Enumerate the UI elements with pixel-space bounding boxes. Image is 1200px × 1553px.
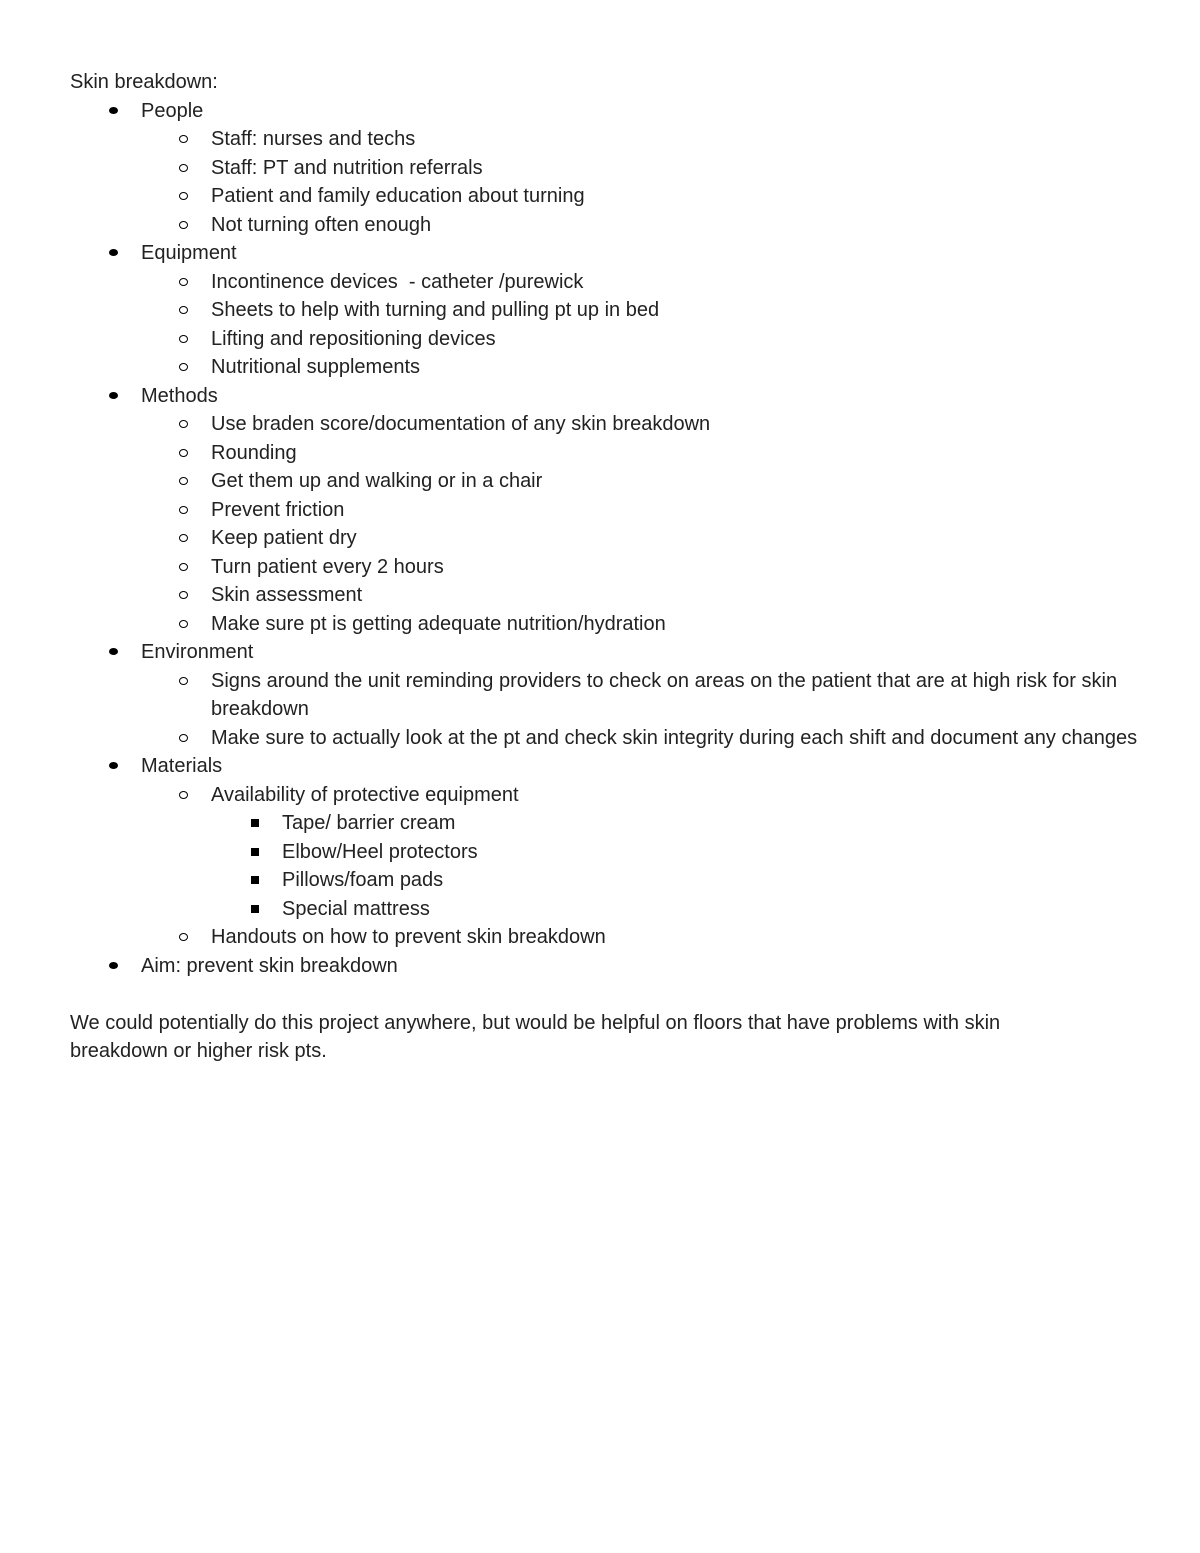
circle-bullet-icon — [176, 553, 196, 582]
disc-bullet-icon — [106, 382, 126, 411]
list-item: Special mattress — [70, 895, 1140, 924]
disc-bullet-icon — [106, 752, 126, 781]
section-label: Aim: prevent skin breakdown — [141, 954, 398, 977]
section-people — [70, 97, 1140, 126]
list-item: Rounding — [70, 439, 1140, 468]
square-bullet-icon — [247, 866, 267, 895]
section-methods — [70, 382, 1140, 411]
list-item: Tape/ barrier cream — [70, 809, 1140, 838]
document-page — [70, 68, 1140, 1066]
list-item: Lifting and repositioning devices — [70, 325, 1140, 354]
list-item: Sheets to help with turning and pulling pt up in bed — [70, 296, 1140, 325]
list-item: Incontinence devices - catheter /purewick — [70, 268, 1140, 297]
circle-bullet-icon — [176, 667, 196, 696]
circle-bullet-icon — [176, 268, 196, 297]
circle-bullet-icon — [176, 296, 196, 325]
list-item: Pillows/foam pads — [70, 866, 1140, 895]
circle-bullet-icon — [176, 182, 196, 211]
circle-bullet-icon — [176, 724, 196, 753]
protective-equipment-list — [70, 809, 1140, 923]
section-label: Equipment — [141, 242, 237, 264]
section-aim — [70, 952, 1140, 981]
list-item: Staff: nurses and techs — [70, 125, 1140, 154]
list-item: Skin assessment — [70, 581, 1140, 610]
section-materials — [70, 752, 1140, 781]
methods-list — [70, 410, 1140, 638]
list-item: Make sure pt is getting adequate nutrition/hydration — [70, 610, 1140, 639]
section-equipment — [70, 239, 1140, 268]
list-item: Availability of protective equipment — [70, 781, 1140, 810]
equipment-list — [70, 268, 1140, 382]
list-item: Elbow/Heel protectors — [70, 838, 1140, 867]
section-environment — [70, 638, 1140, 667]
materials-list — [70, 781, 1140, 952]
disc-bullet-icon — [106, 952, 126, 981]
list-item: Make sure to actually look at the pt and check skin integrity during each shift and document any changes — [70, 724, 1140, 753]
list-item: Prevent friction — [70, 496, 1140, 525]
circle-bullet-icon — [176, 325, 196, 354]
circle-bullet-icon — [176, 610, 196, 639]
disc-bullet-icon — [106, 638, 126, 667]
people-list — [70, 125, 1140, 239]
list-item: Get them up and walking or in a chair — [70, 467, 1140, 496]
list-item: Staff: PT and nutrition referrals — [70, 154, 1140, 183]
circle-bullet-icon — [176, 154, 196, 183]
circle-bullet-icon — [176, 410, 196, 439]
disc-bullet-icon — [106, 97, 126, 126]
list-item: Nutritional supplements — [70, 353, 1140, 382]
circle-bullet-icon — [176, 353, 196, 382]
list-item: Use braden score/documentation of any skin breakdown — [70, 410, 1140, 439]
section-label: Materials — [141, 755, 223, 777]
list-item: Not turning often enough — [70, 211, 1140, 240]
circle-bullet-icon — [176, 439, 196, 468]
list-item: Signs around the unit reminding providers to check on areas on the patient that are at high risk for skin breakdown — [70, 667, 1140, 724]
document-heading: Skin breakdown: — [70, 71, 218, 93]
circle-bullet-icon — [176, 211, 196, 240]
circle-bullet-icon — [176, 496, 196, 525]
section-label: Methods — [141, 384, 218, 407]
list-item: Keep patient dry — [70, 524, 1140, 553]
square-bullet-icon — [247, 809, 267, 838]
circle-bullet-icon — [176, 467, 196, 496]
disc-bullet-icon — [106, 239, 126, 268]
square-bullet-icon — [247, 895, 267, 924]
square-bullet-icon — [247, 838, 267, 867]
circle-bullet-icon — [176, 524, 196, 553]
list-item: Patient and family education about turning — [70, 182, 1140, 211]
list-item: Handouts on how to prevent skin breakdown — [70, 923, 1140, 952]
circle-bullet-icon — [176, 923, 196, 952]
section-list — [70, 97, 1140, 981]
section-label: Environment — [141, 641, 254, 663]
circle-bullet-icon — [176, 781, 196, 810]
circle-bullet-icon — [176, 125, 196, 154]
circle-bullet-icon — [176, 581, 196, 610]
environment-list — [70, 667, 1140, 753]
list-item: Turn patient every 2 hours — [70, 553, 1140, 582]
section-label: People — [141, 99, 204, 122]
closing-paragraph: We could potentially do this project anywhere, but would be helpful on floors that have problems with skin breakdown or higher risk pts. — [70, 1011, 1001, 1062]
